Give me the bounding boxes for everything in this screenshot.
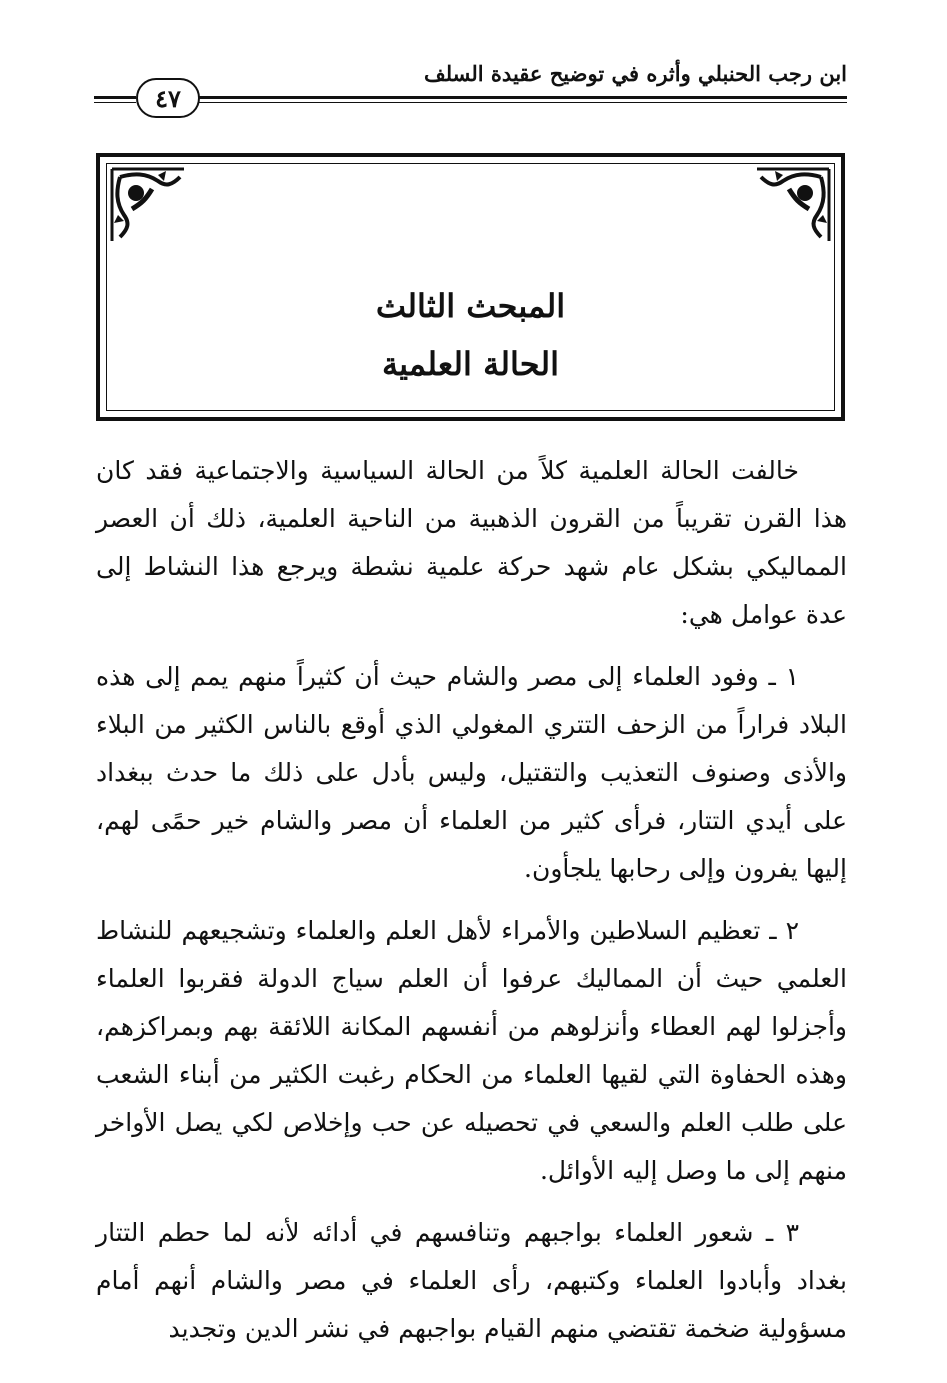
chapter-heading: المبحث الثالث — [375, 287, 566, 325]
header-left-rule-thin — [94, 102, 136, 103]
body-text — [96, 447, 847, 1367]
chapter-title-frame — [96, 153, 845, 421]
header-rule — [199, 96, 847, 99]
running-book-title: ابن رجب الحنبلي وأثره في توضيح عقيدة السلف — [423, 61, 847, 86]
chapter-subheading: الحالة العلمية — [381, 345, 560, 383]
corner-ornament-icon — [751, 163, 835, 247]
header-left-rule — [94, 96, 136, 99]
factor-paragraph-2: ٢ ـ تعظيم السلاطين والأمراء لأهل العلم والعلماء وتشجيعهم للنشاط العلمي حيث أن المماليك عرفوا أن العلم سياج الدولة فقربوا العلماء وأجزلوا لهم العطاء وأنزلوهم من أنفسهم المكانة اللائقة بهم وبمراكزهم، وهذه الحفاوة التي لقيها العلماء من الحكام رغبت الكثير من أبناء الشعب على طلب العلم والسعي في تحصيله عن حب وإخلاص لكي يصل الأواخر منهم إلى ما وصل إليه الأوائل. — [96, 916, 847, 1185]
factor-paragraph-1: ١ ـ وفود العلماء إلى مصر والشام حيث أن كثيراً منهم يمم إلى هذه البلاد فراراً من الزحف التتري المغولي الذي أوقع بالناس الكثير من البلاء والأذى وصنوف التعذيب والتقتيل، وليس بأدل على ذلك ما حدث ببغداد على أيدي التتار، فرأى كثير من العلماء أن مصر والشام خير حمًى لهم، إليها يفرون وإلى رحابها يلجأون. — [96, 662, 847, 883]
corner-ornament-icon — [106, 163, 190, 247]
page-header — [94, 52, 847, 122]
header-rule-thin — [199, 102, 847, 103]
page-number-badge: ٤٧ — [136, 78, 200, 118]
intro-paragraph: خالفت الحالة العلمية كلاً من الحالة السياسية والاجتماعية فقد كان هذا القرن تقريباً من القرون الذهبية من الناحية العلمية، ذلك أن العصر المماليكي بشكل عام شهد حركة علمية نشطة ويرجع هذا النشاط إلى عدة عوامل هي: — [96, 456, 847, 629]
factor-paragraph-3: ٣ ـ شعور العلماء بواجبهم وتنافسهم في أدائه لأنه لما حطم التتار بغداد وأبادوا العلماء وكتبهم، رأى العلماء في مصر والشام أنهم أمام مسؤولية ضخمة تقتضي منهم القيام بواجبهم في نشر الدين وتجديد — [96, 1218, 847, 1343]
